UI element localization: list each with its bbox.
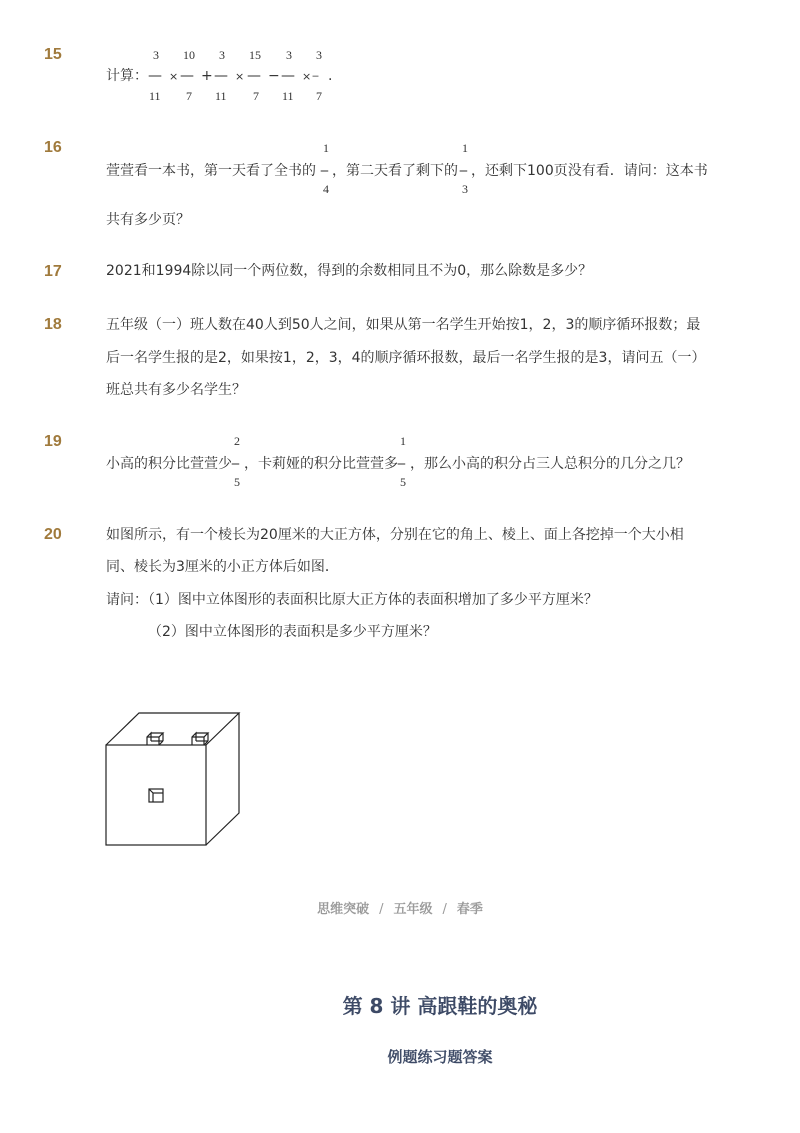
page-footer	[0, 898, 800, 917]
question-18-line-2: 后一名学生报的是2，如果按1，2，3，4的顺序循环报数，最后一名学生报的是3，请问五（一）	[106, 350, 706, 366]
fraction-denominator: 7	[316, 89, 322, 103]
fraction-numerator: 3	[316, 48, 322, 62]
question-19-text-b: ，卡莉娅的积分比萱萱多	[244, 456, 398, 472]
question-20-line-4: （2）图中立体图形的表面积是多少平方厘米？	[148, 624, 437, 640]
fraction-numerator: 10	[183, 48, 195, 62]
question-number-20: 20	[44, 526, 62, 543]
fraction-denominator: 11	[215, 89, 227, 103]
fraction-numerator: 15	[249, 48, 261, 62]
question-16-text-a: 萱萱看一本书，第一天看了全书的	[106, 163, 316, 179]
question-16-line-2: 共有多少页？	[106, 212, 190, 228]
fraction-denominator: 7	[186, 89, 192, 103]
fraction-numerator: 3	[219, 48, 225, 62]
question-16-text-b: ，第二天看了剩下的	[332, 163, 458, 179]
fraction-numerator: 1	[400, 434, 406, 448]
footer-series: 思维突破	[317, 902, 370, 917]
fraction-numerator: 1	[462, 141, 468, 155]
question-20-line-2: 同、棱长为3厘米的小正方体后如图．	[106, 559, 339, 575]
answers-title: 例题练习题答案	[387, 1048, 493, 1066]
fraction-numerator: 1	[323, 141, 329, 155]
question-15-prefix: 计算：	[106, 68, 148, 84]
fraction-denominator: 3	[462, 182, 468, 196]
footer-separator: /	[379, 902, 384, 917]
fraction-denominator: 5	[234, 475, 240, 489]
cube-figure	[100, 708, 250, 853]
fraction-numerator: 3	[153, 48, 159, 62]
question-19-text-c: ，那么小高的积分占三人总积分的几分之几？	[410, 456, 690, 472]
question-20-line-3: 请问：（1）图中立体图形的表面积比原大正方体的表面积增加了多少平方厘米？	[106, 592, 598, 608]
question-number-19: 19	[44, 433, 62, 450]
operator: +	[201, 68, 213, 84]
fraction-denominator: 4	[323, 182, 329, 196]
lecture-title: 第 8 讲 高跟鞋的奥秘	[342, 994, 538, 1018]
fraction-denominator: 11	[149, 89, 161, 103]
footer-season: 春季	[456, 902, 483, 917]
question-16-text-c: ，还剩下100页没有看．请问：这本书	[471, 163, 708, 179]
operator: ×	[169, 70, 179, 83]
operator: −	[268, 68, 280, 84]
fraction-denominator: 5	[400, 475, 406, 489]
question-20-line-1: 如图所示，有一个棱长为20厘米的大正方体，分别在它的角上、棱上、面上各挖掉一个大小相	[106, 527, 684, 543]
question-number-17: 17	[44, 263, 62, 280]
operator: ×	[235, 70, 245, 83]
question-18-line-1: 五年级（一）班人数在40人到50人之间，如果从第一名学生开始按1，2，3的顺序循环报数；最	[106, 317, 701, 333]
question-17-text: 2021和1994除以同一个两位数，得到的余数相同且不为0，那么除数是多少？	[106, 263, 593, 279]
question-number-16: 16	[44, 139, 62, 156]
footer-separator: /	[442, 902, 447, 917]
question-19-text-a: 小高的积分比萱萱少	[106, 456, 232, 472]
fraction-denominator: 11	[282, 89, 294, 103]
question-number-15: 15	[44, 46, 62, 63]
fraction-numerator: 2	[234, 434, 240, 448]
operator: ×	[302, 70, 312, 83]
footer-grade: 五年级	[393, 902, 433, 917]
fraction-denominator: 7	[253, 89, 259, 103]
question-18-line-3: 班总共有多少名学生？	[106, 382, 246, 398]
question-15-end: .	[328, 68, 333, 84]
question-number-18: 18	[44, 316, 62, 333]
fraction-numerator: 3	[286, 48, 292, 62]
